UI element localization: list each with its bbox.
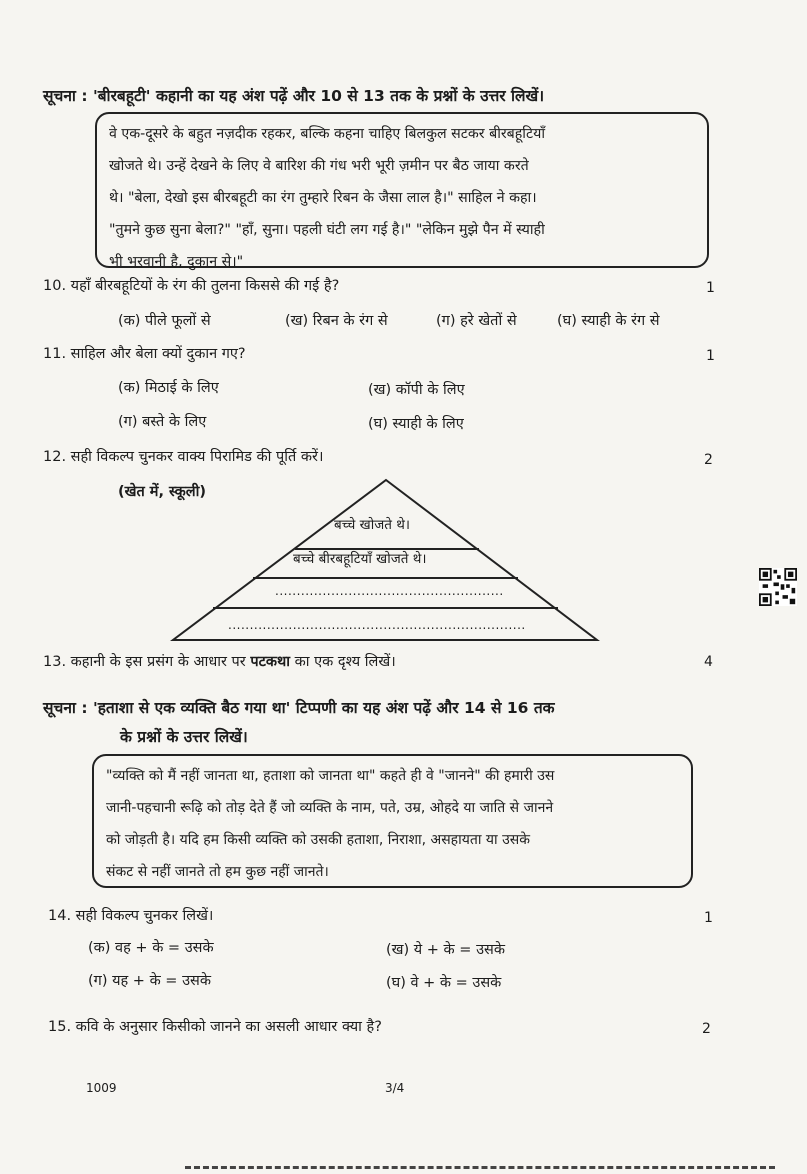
notice-2-label: सूचना : (43, 699, 88, 717)
pyramid-hint: (खेत में, स्कूली) (118, 484, 207, 500)
q14-option-a: (क) वह + के = उसके (88, 940, 214, 956)
question-13-prefix: 13. कहानी के इस प्रसंग के आधार पर (43, 654, 251, 670)
question-10-marks: 1 (706, 280, 715, 296)
question-11-marks: 1 (706, 348, 715, 364)
pyramid-row-3-blank: ..................................................... (275, 584, 504, 598)
pyramid-row-4-blank: ..................................................................... (228, 618, 526, 632)
q10-option-a: (क) पीले फूलों से (118, 313, 211, 329)
question-15-marks: 2 (702, 1021, 711, 1037)
q10-option-d: (घ) स्याही के रंग से (557, 313, 660, 329)
notice-1-label: सूचना : (43, 87, 88, 105)
q14-option-b: (ख) ये + के = उसके (386, 942, 505, 958)
notice-2-text: 'हताशा से एक व्यक्ति बैठ गया था' टिप्पणी का यह अंश पढ़ें और 14 से 16 तक (92, 699, 555, 717)
pyramid-row-1: बच्चे खोजते थे। (334, 517, 410, 533)
notice-1-text: 'बीरबहूटी' कहानी का यह अंश पढ़ें और 10 से 13 तक के प्रश्नों के उत्तर लिखें। (92, 87, 545, 105)
question-13 (43, 651, 396, 671)
passage-2-box (92, 754, 693, 888)
question-14: 14. सही विकल्प चुनकर लिखें। (48, 908, 214, 924)
notice-2-line-2: के प्रश्नों के उत्तर लिखें। (120, 728, 248, 746)
question-14-marks: 1 (704, 910, 713, 926)
passage-2-line: संकट से नहीं जानते तो हम कुछ नहीं जानते। (106, 864, 329, 880)
question-13-bold: पटकथा (250, 654, 291, 670)
q14-option-d: (घ) वे + के = उसके (386, 975, 502, 991)
passage-2-line: को जोड़ती है। यदि हम किसी व्यक्ति को उसकी हताशा, निराशा, असहायता या उसके (106, 832, 531, 848)
q11-option-d: (घ) स्याही के लिए (368, 416, 464, 432)
q11-option-c: (ग) बस्ते के लिए (118, 414, 207, 430)
page-number: 3/4 (385, 1081, 405, 1095)
question-12: 12. सही विकल्प चुनकर वाक्य पिरामिड की पूर्ति करें। (43, 449, 324, 465)
passage-1-line: भी भरवानी है, दुकान से।" (109, 254, 244, 270)
pyramid-row-2: बच्चे बीरबहूटियाँ खोजते थे। (293, 551, 427, 567)
question-13-marks: 4 (704, 654, 713, 670)
q10-option-b: (ख) रिबन के रंग से (285, 313, 388, 329)
question-13-suffix: का एक दृश्य लिखें। (290, 654, 396, 670)
question-15: 15. कवि के अनुसार किसीको जानने का असली आधार क्या है? (48, 1019, 382, 1035)
question-11: 11. साहिल और बेला क्यों दुकान गए? (43, 346, 246, 362)
passage-1-line: खोजते थे। उन्हें देखने के लिए वे बारिश की गंध भरी भूरी ज़मीन पर बैठ जाया करते (109, 158, 529, 174)
paper-code: 1009 (86, 1081, 117, 1095)
passage-2-line: जानी-पहचानी रूढ़ि को तोड़ देते हैं जो व्यक्ति के नाम, पते, उम्र, ओहदे या जाति से जानने (106, 800, 554, 816)
notice-1 (43, 84, 544, 106)
passage-1-box (95, 112, 709, 268)
q10-option-c: (ग) हरे खेतों से (436, 313, 517, 329)
passage-1-line: "तुमने कुछ सुना बेला?" "हाँ, सुना। पहली घंटी लग गई है।" "लेकिन मुझे पैन में स्याही (109, 222, 545, 238)
bottom-edge-border (185, 1166, 775, 1169)
question-12-marks: 2 (704, 452, 713, 468)
question-10: 10. यहाँ बीरबहूटियों के रंग की तुलना किससे की गई है? (43, 278, 340, 294)
notice-2 (43, 696, 555, 718)
passage-1-line: थे। "बेला, देखो इस बीरबहूटी का रंग तुम्हारे रिबन के जैसा लाल है।" साहिल ने कहा। (109, 190, 537, 206)
q11-option-b: (ख) कॉपी के लिए (368, 382, 465, 398)
passage-1-line: वे एक-दूसरे के बहुत नज़दीक रहकर, बल्कि कहना चाहिए बिलकुल सटकर बीरबहूटियाँ (109, 126, 546, 142)
passage-2-line: "व्यक्ति को मैं नहीं जानता था, हताशा को जानता था" कहते ही वे "जानने" की हमारी उस (106, 768, 555, 784)
qr-code-icon (759, 568, 797, 606)
q11-option-a: (क) मिठाई के लिए (118, 380, 219, 396)
q14-option-c: (ग) यह + के = उसके (88, 973, 211, 989)
